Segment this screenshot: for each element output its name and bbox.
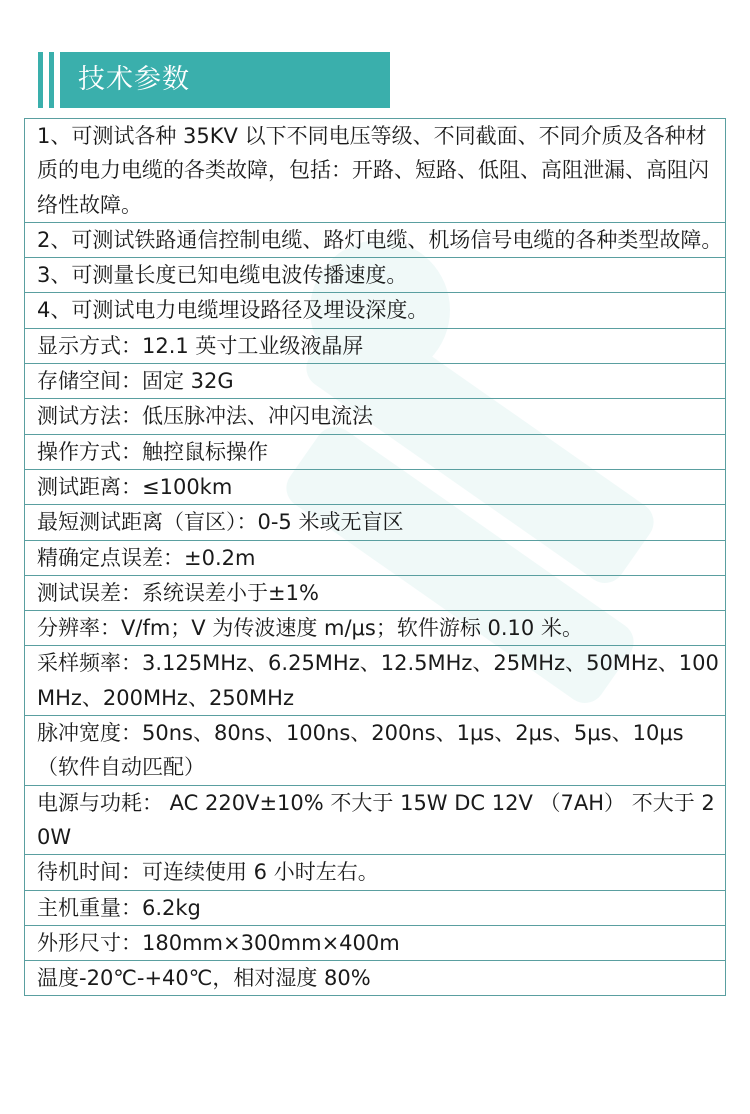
accent-bar xyxy=(49,52,54,108)
spec-row: 待机时间：可连续使用 6 小时左右。 xyxy=(25,855,725,890)
section-title: 技术参数 xyxy=(60,52,390,108)
spec-row: 1、可测试各种 35KV 以下不同电压等级、不同截面、不同介质及各种材质的电力电缆的各类故障，包括：开路、短路、低阻、高阻泄漏、高阻闪络性故障。 xyxy=(25,119,725,223)
spec-row: 显示方式：12.1 英寸工业级液晶屏 xyxy=(25,329,725,364)
spec-row: 4、可测试电力电缆埋设路径及埋设深度。 xyxy=(25,293,725,328)
spec-row: 温度-20℃-+40℃，相对湿度 80% xyxy=(37,966,371,991)
spec-row: 最短测试距离（盲区）：0-5 米或无盲区 xyxy=(25,505,725,540)
section-header xyxy=(38,52,390,108)
spec-row: 外形尺寸：180mm×300mm×400m xyxy=(25,926,725,961)
spec-row: 测试方法：低压脉冲法、冲闪电流法 xyxy=(25,399,725,434)
spec-row: 电源与功耗： AC 220V±10% 不大于 15W DC 12V （7AH） 不大于 20W xyxy=(25,786,725,856)
spec-row: 测试距离：≤100km xyxy=(25,470,725,505)
spec-table xyxy=(24,118,726,996)
spec-row: 存储空间：固定 32G xyxy=(25,364,725,399)
spec-row: 采样频率：3.125MHz、6.25MHz、12.5MHz、25MHz、50MHz、100MHz、200MHz、250MHz xyxy=(25,646,725,716)
spec-row: 分辨率：V/fm；V 为传波速度 m/μs；软件游标 0.10 米。 xyxy=(25,611,725,646)
spec-row: 主机重量：6.2kg xyxy=(25,891,725,926)
spec-row: 测试误差：系统误差小于±1% xyxy=(25,576,725,611)
spec-row: 操作方式：触控鼠标操作 xyxy=(25,435,725,470)
spec-row: 脉冲宽度：50ns、80ns、100ns、200ns、1μs、2μs、5μs、10μs（软件自动匹配） xyxy=(25,716,725,786)
accent-bar xyxy=(38,52,43,108)
spec-row: 2、可测试铁路通信控制电缆、路灯电缆、机场信号电缆的各种类型故障。 xyxy=(25,223,725,258)
spec-row: 3、可测量长度已知电缆电波传播速度。 xyxy=(25,258,725,293)
spec-row: 精确定点误差：±0.2m xyxy=(25,541,725,576)
